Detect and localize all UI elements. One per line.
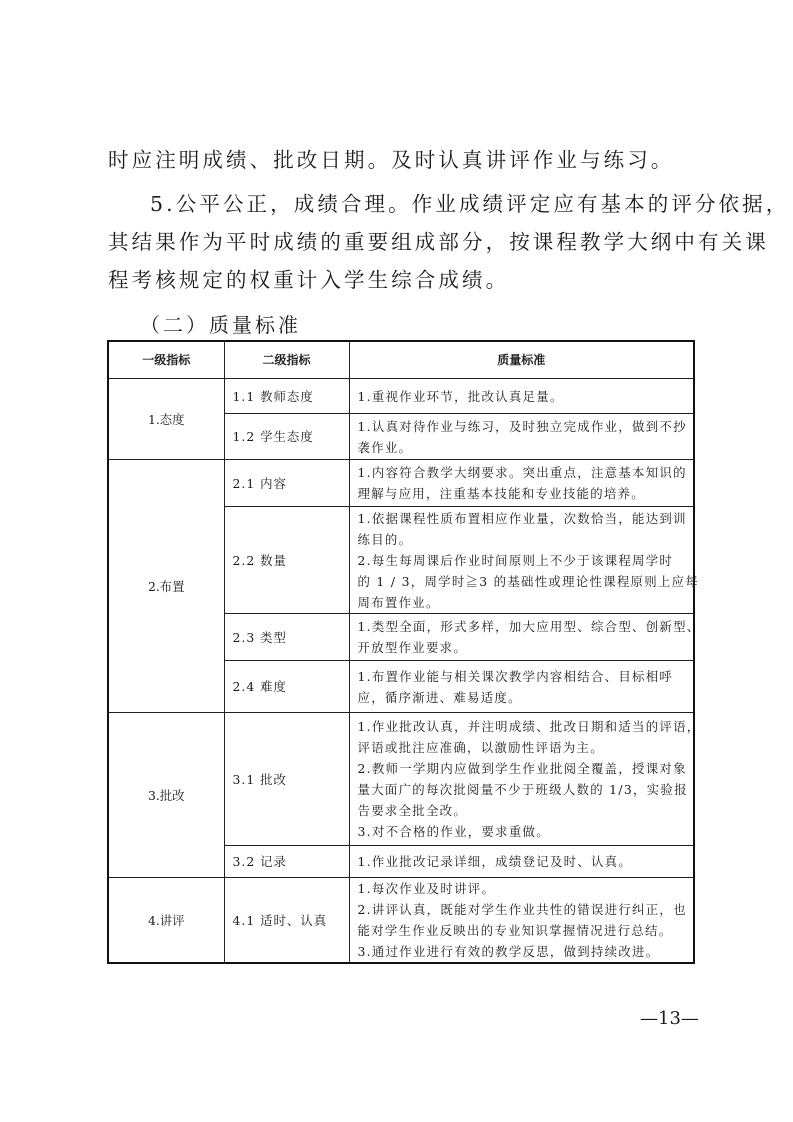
quality-standard-cell — [349, 661, 694, 713]
paragraph-line: 其结果作为平时成绩的重要组成部分，按课程教学大纲中有关课 — [108, 230, 769, 254]
standard-line: 理解与应用，注重基本技能和专业技能的培养。 — [357, 486, 646, 501]
header-level1: 一级指标 — [108, 341, 224, 379]
quality-standard-cell — [349, 460, 694, 507]
table-row — [108, 379, 694, 414]
standard-line: 评语或批注应准确，以激励性评语为主。 — [357, 740, 604, 755]
standard-line: 1.重视作业环节，批改认真足量。 — [357, 388, 564, 404]
standard-line: 1.内容符合教学大纲要求。突出重点，注意基本知识的 — [357, 465, 687, 480]
quality-standard-cell — [349, 379, 694, 414]
level2-indicator: 1.1 教师态度 — [224, 379, 349, 414]
standard-line: 袭作业。 — [357, 439, 413, 455]
standard-line: 的 1 / 3，周学时≧3 的基础性或理论性课程原则上应每 — [357, 573, 699, 589]
level2-indicator: 2.3 类型 — [224, 614, 349, 661]
paragraph-line: 5.公平公正，成绩合理。作业成绩评定应有基本的评分依据， — [150, 192, 790, 216]
standard-line: 1.布置作业能与相关课次教学内容相结合、目标相呼 — [357, 668, 674, 684]
quality-standards-table — [107, 340, 701, 964]
table-row — [108, 460, 694, 507]
level1-indicator: 1.态度 — [108, 379, 224, 460]
paragraph-line: 时应注明成绩、批改日期。及时认真讲评作业与练习。 — [108, 148, 675, 172]
paragraph-line: 程考核规定的权重计入学生综合成绩。 — [108, 268, 510, 292]
quality-standard-cell — [349, 846, 694, 878]
level1-indicator: 3.批改 — [108, 713, 224, 878]
level1-indicator: 4.讲评 — [108, 878, 224, 964]
level2-indicator: 4.1 适时、认真 — [224, 878, 349, 964]
standard-line: 3.通过作业进行有效的教学反思，做到持续改进。 — [357, 944, 660, 959]
standard-line: 1.作业批改记录详细，成绩登记及时、认真。 — [357, 854, 633, 869]
quality-standard-cell — [349, 878, 694, 964]
standard-line: 2.讲评认真，既能对学生作业共性的错误进行纠正，也 — [357, 902, 687, 917]
table-header-row — [108, 341, 694, 379]
page-number: —13— — [640, 1008, 699, 1029]
level2-indicator: 2.4 难度 — [224, 661, 349, 713]
header-level2: 二级指标 — [224, 341, 349, 379]
level2-indicator: 1.2 学生态度 — [224, 414, 349, 460]
standard-line: 量大面广的每次批阅量不少于班级人数的 1/3，实验报 — [357, 782, 688, 797]
standard-line: 应，循序渐进、难易适度。 — [357, 689, 522, 705]
standard-line: 开放型作业要求。 — [357, 640, 468, 655]
standard-line: 告要求全批全改。 — [357, 803, 468, 818]
section-heading: （二）质量标准 — [140, 313, 301, 337]
standard-line: 1.作业批改认真，并注明成绩、批改日期和适当的评语， — [357, 719, 701, 734]
table-row — [108, 878, 694, 964]
table-row — [108, 713, 694, 846]
standard-line: 1.依据课程性质布置相应作业量，次数恰当，能达到训 — [357, 510, 687, 526]
standard-line: 1.认真对待作业与练习，及时独立完成作业，做到不抄 — [357, 418, 687, 434]
quality-standard-cell — [349, 507, 699, 614]
standard-line: 3.对不合格的作业，要求重做。 — [357, 824, 550, 839]
standard-line: 2.每生每周课后作业时间原则上不少于该课程周学时 — [357, 552, 674, 568]
standard-line: 2.教师一学期内应做到学生作业批阅全覆盖，授课对象 — [357, 761, 687, 776]
level1-indicator: 2.布置 — [108, 460, 224, 713]
quality-standard-cell — [349, 614, 701, 661]
level2-indicator: 2.2 数量 — [224, 507, 349, 614]
standard-line: 周布置作业。 — [357, 594, 440, 610]
level2-indicator: 3.2 记录 — [224, 846, 349, 878]
quality-standard-cell — [349, 713, 701, 846]
standard-line: 练目的。 — [357, 531, 413, 547]
level2-indicator: 3.1 批改 — [224, 713, 349, 846]
header-standard: 质量标准 — [349, 341, 694, 379]
standard-line: 1.类型全面，形式多样，加大应用型、综合型、创新型、 — [357, 619, 701, 634]
standard-line: 能对学生作业反映出的专业知识掌握情况进行总结。 — [357, 923, 673, 938]
standard-line: 1.每次作业及时讲评。 — [357, 881, 496, 896]
level2-indicator: 2.1 内容 — [224, 460, 349, 507]
quality-standard-cell — [349, 414, 694, 460]
